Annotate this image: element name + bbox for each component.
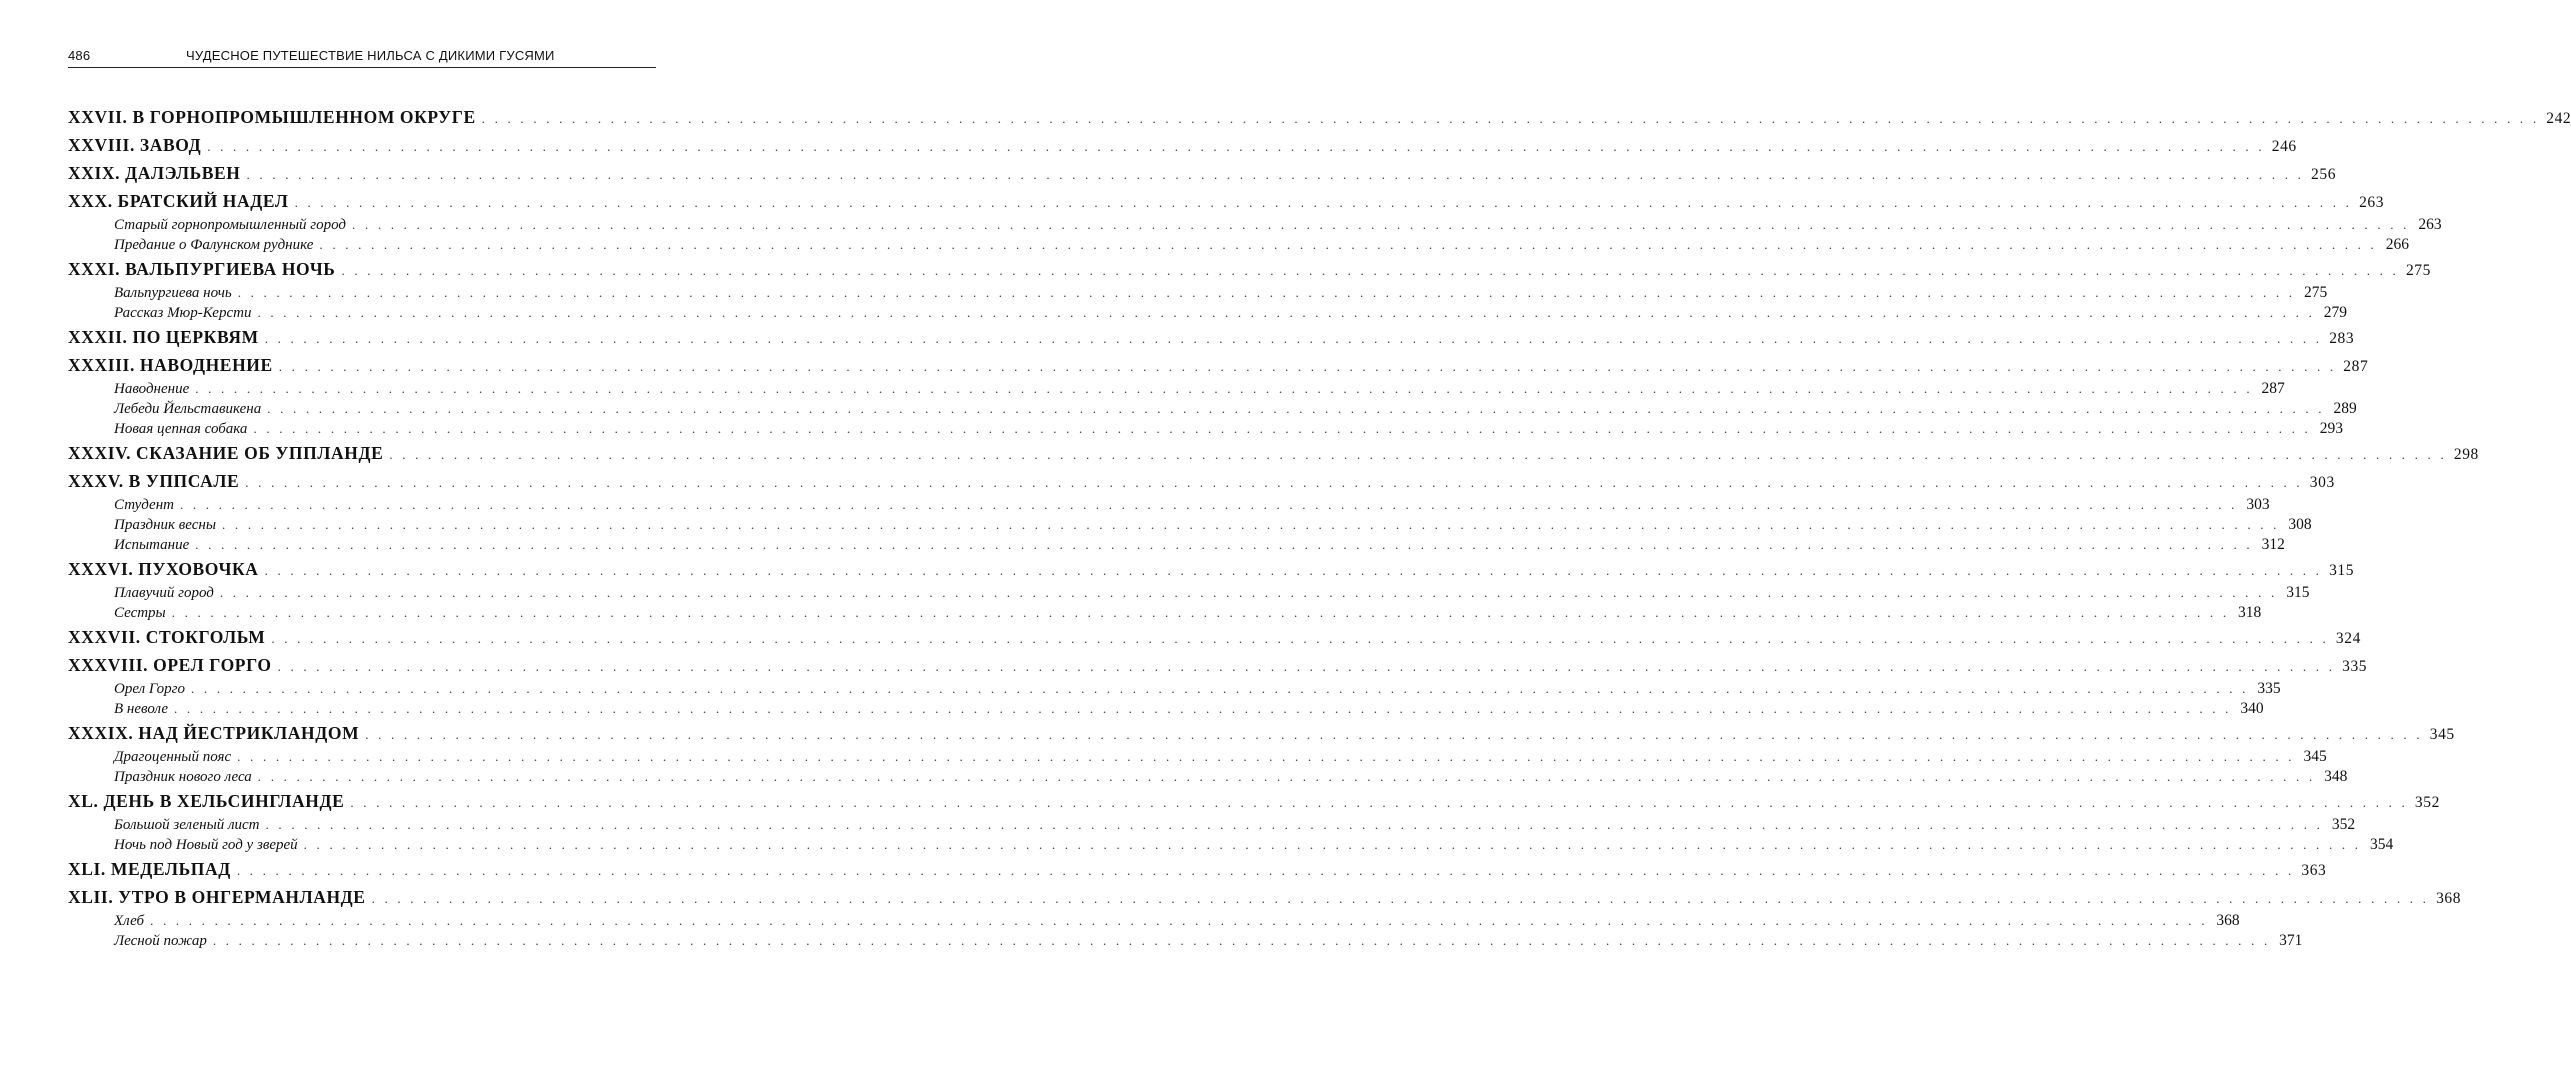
toc-section-entry bbox=[68, 584, 2310, 604]
dot-leader: . . . . . . . . . . . . . . . . . . . . . . . . . . . . . . . . . . . . . . . . . . . . . . . . . . . . . . . . . . . . . . . . . . . . . . . . . . . . . . . . . . . . . . . . . . . . . . . . . . . . . . . . . . . . . . . . . . . . . . . . . . . . . . . . . . . . . . . . . . . . . . . . . . . . . . . . . . . . . . . . bbox=[219, 585, 2278, 600]
toc-chapter-entry-page: 324 bbox=[2335, 630, 2361, 647]
toc-chapter bbox=[68, 443, 2479, 468]
toc-section-entry bbox=[68, 236, 2409, 256]
toc-section-entry bbox=[68, 816, 2356, 836]
toc-chapter-entry bbox=[68, 355, 2369, 380]
dot-leader: . . . . . . . . . . . . . . . . . . . . . . . . . . . . . . . . . . . . . . . . . . . . . . . . . . . . . . . . . . . . . . . . . . . . . . . . . . . . . . . . . . . . . . . . . . . . . . . . . . . . . . . . . . . . . . . . . . . . . . . . . . . . . . . . . . . . . . . . . . . . . . . . . . . . . . . . . . . . . . . . bbox=[481, 111, 2540, 126]
toc-chapter-entry-title: XXXVIII. ОРЕЛ ГОРГО bbox=[68, 655, 272, 675]
toc-section-entry-title: Драгоценный пояс bbox=[114, 749, 232, 765]
toc-section-entry bbox=[68, 912, 2240, 932]
toc-chapter-entry-title: XLI. МЕДЕЛЬПАД bbox=[68, 859, 231, 879]
toc-section-entry bbox=[68, 536, 2285, 556]
dot-leader: . . . . . . . . . . . . . . . . . . . . . . . . . . . . . . . . . . . . . . . . . . . . . . . . . . . . . . . . . . . . . . . . . . . . . . . . . . . . . . . . . . . . . . . . . . . . . . . . . . . . . . . . . . . . . . . . . . . . . . . . . . . . . . . . . . . . . . . . . . . . . . . . . . . . . . . . . . . . . . . . bbox=[350, 795, 2408, 810]
dot-leader: . . . . . . . . . . . . . . . . . . . . . . . . . . . . . . . . . . . . . . . . . . . . . . . . . . . . . . . . . . . . . . . . . . . . . . . . . . . . . . . . . . . . . . . . . . . . . . . . . . . . . . . . . . . . . . . . . . . . . . . . . . . . . . . . . . . . . . . . . . . . . . . . . . . . . . . . . . . . . . . . bbox=[237, 285, 2296, 300]
dot-leader: . . . . . . . . . . . . . . . . . . . . . . . . . . . . . . . . . . . . . . . . . . . . . . . . . . . . . . . . . . . . . . . . . . . . . . . . . . . . . . . . . . . . . . . . . . . . . . . . . . . . . . . . . . . . . . . . . . . . . . . . . . . . . . . . . . . . . . . . . . . . . . . . . . . . . . . . . . . . . . . . bbox=[237, 749, 2295, 764]
toc-chapter-entry-title: XXXVII. СТОКГОЛЬМ bbox=[68, 627, 266, 647]
toc-section-entry-page: 308 bbox=[2288, 516, 2312, 533]
page-number: 486 bbox=[68, 48, 91, 63]
toc-chapter bbox=[68, 259, 2432, 324]
toc-chapter-entry-title: XXXIII. НАВОДНЕНИЕ bbox=[68, 355, 273, 375]
dot-leader: . . . . . . . . . . . . . . . . . . . . . . . . . . . . . . . . . . . . . . . . . . . . . . . . . . . . . . . . . . . . . . . . . . . . . . . . . . . . . . . . . . . . . . . . . . . . . . . . . . . . . . . . . . . . . . . . . . . . . . . . . . . . . . . . . . . . . . . . . . . . . . . . . . . . . . . . . . . . . . . . bbox=[352, 217, 2410, 232]
toc-section-entry bbox=[68, 680, 2281, 700]
toc-chapter-entry-title: XXXIV. СКАЗАНИЕ ОБ УППЛАНДЕ bbox=[68, 443, 384, 463]
toc-section-entry bbox=[68, 516, 2312, 536]
toc-section-entry-title: Старый горнопромышленный город bbox=[114, 217, 347, 233]
toc-chapter-entry bbox=[68, 135, 2297, 160]
toc-section-entry bbox=[68, 496, 2270, 516]
toc-section-entry-page: 293 bbox=[2319, 420, 2343, 437]
toc-chapter-entry-page: 256 bbox=[2311, 166, 2337, 183]
dot-leader: . . . . . . . . . . . . . . . . . . . . . . . . . . . . . . . . . . . . . . . . . . . . . . . . . . . . . . . . . . . . . . . . . . . . . . . . . . . . . . . . . . . . . . . . . . . . . . . . . . . . . . . . . . . . . . . . . . . . . . . . . . . . . . . . . . . . . . . . . . . . . . . . . . . . . . . . . . . . . . . . bbox=[319, 237, 2377, 252]
toc-chapter bbox=[68, 627, 2361, 652]
dot-leader: . . . . . . . . . . . . . . . . . . . . . . . . . . . . . . . . . . . . . . . . . . . . . . . . . . . . . . . . . . . . . . . . . . . . . . . . . . . . . . . . . . . . . . . . . . . . . . . . . . . . . . . . . . . . . . . . . . . . . . . . . . . . . . . . . . . . . . . . . . . . . . . . . . . . . . . . . . . . . . . . bbox=[265, 817, 2324, 832]
toc-chapter-entry-page: 298 bbox=[2453, 446, 2479, 463]
dot-leader: . . . . . . . . . . . . . . . . . . . . . . . . . . . . . . . . . . . . . . . . . . . . . . . . . . . . . . . . . . . . . . . . . . . . . . . . . . . . . . . . . . . . . . . . . . . . . . . . . . . . . . . . . . . . . . . . . . . . . . . . . . . . . . . . . . . . . . . . . . . . . . . . . . . . . . . . . . . . . . . . bbox=[294, 195, 2353, 210]
toc-section-entry-title: Рассказ Мюр-Керсти bbox=[114, 305, 252, 321]
dot-leader: . . . . . . . . . . . . . . . . . . . . . . . . . . . . . . . . . . . . . . . . . . . . . . . . . . . . . . . . . . . . . . . . . . . . . . . . . . . . . . . . . . . . . . . . . . . . . . . . . . . . . . . . . . . . . . . . . . . . . . . . . . . . . . . . . . . . . . . . . . . . . . . . . . . . . . . . . . . . . . . . bbox=[371, 891, 2430, 906]
toc-chapter-entry-title: XXX. БРАТСКИЙ НАДЕЛ bbox=[68, 191, 289, 211]
toc-section-entry bbox=[68, 420, 2343, 440]
toc-chapter-entry-page: 335 bbox=[2342, 658, 2368, 675]
toc-section-entry-title: Лебеди Йельставикена bbox=[114, 401, 262, 417]
running-header bbox=[68, 43, 656, 68]
toc-chapter-entry bbox=[68, 327, 2355, 352]
dot-leader: . . . . . . . . . . . . . . . . . . . . . . . . . . . . . . . . . . . . . . . . . . . . . . . . . . . . . . . . . . . . . . . . . . . . . . . . . . . . . . . . . . . . . . . . . . . . . . . . . . . . . . . . . . . . . . . . . . . . . . . . . . . . . . . . . . . . . . . . . . . . . . . . . . . . . . . . . . . . . . . . bbox=[191, 681, 2249, 696]
dot-leader: . . . . . . . . . . . . . . . . . . . . . . . . . . . . . . . . . . . . . . . . . . . . . . . . . . . . . . . . . . . . . . . . . . . . . . . . . . . . . . . . . . . . . . . . . . . . . . . . . . . . . . . . . . . . . . . . . . . . . . . . . . . . . . . . . . . . . . . . . . . . . . . . . . . . . . . . . . . . . . . . bbox=[341, 263, 2400, 278]
toc-chapter-entry-title: XXXII. ПО ЦЕРКВЯМ bbox=[68, 327, 259, 347]
toc-section-entry-page: 318 bbox=[2238, 604, 2262, 621]
toc-chapter-entry-title: XXIX. ДАЛЭЛЬВЕН bbox=[68, 163, 241, 183]
toc-chapter-entry bbox=[68, 859, 2327, 884]
dot-leader: . . . . . . . . . . . . . . . . . . . . . . . . . . . . . . . . . . . . . . . . . . . . . . . . . . . . . . . . . . . . . . . . . . . . . . . . . . . . . . . . . . . . . . . . . . . . . . . . . . . . . . . . . . . . . . . . . . . . . . . . . . . . . . . . . . . . . . . . . . . . . . . . . . . . . . . . . . . . . . . . bbox=[277, 659, 2336, 674]
toc-section-entry-title: Сестры bbox=[114, 605, 166, 621]
toc-chapter bbox=[68, 655, 2368, 720]
toc-section-entry-title: Испытание bbox=[114, 537, 190, 553]
toc-section-entry-title: Новая цепная собака bbox=[114, 421, 248, 437]
toc-chapter-entry-page: 246 bbox=[2271, 138, 2297, 155]
table-of-contents bbox=[68, 107, 2571, 955]
toc-section-entry-title: Хлеб bbox=[114, 913, 145, 929]
toc-chapter-entry-page: 287 bbox=[2343, 358, 2369, 375]
toc-chapter bbox=[68, 723, 2455, 788]
toc-chapter-entry bbox=[68, 791, 2440, 816]
dot-leader: . . . . . . . . . . . . . . . . . . . . . . . . . . . . . . . . . . . . . . . . . . . . . . . . . . . . . . . . . . . . . . . . . . . . . . . . . . . . . . . . . . . . . . . . . . . . . . . . . . . . . . . . . . . . . . . . . . . . . . . . . . . . . . . . . . . . . . . . . . . . . . . . . . . . . . . . . . . . . . . . bbox=[264, 563, 2323, 578]
dot-leader: . . . . . . . . . . . . . . . . . . . . . . . . . . . . . . . . . . . . . . . . . . . . . . . . . . . . . . . . . . . . . . . . . . . . . . . . . . . . . . . . . . . . . . . . . . . . . . . . . . . . . . . . . . . . . . . . . . . . . . . . . . . . . . . . . . . . . . . . . . . . . . . . . . . . . . . . . . . . . . . . bbox=[222, 517, 2280, 532]
dot-leader: . . . . . . . . . . . . . . . . . . . . . . . . . . . . . . . . . . . . . . . . . . . . . . . . . . . . . . . . . . . . . . . . . . . . . . . . . . . . . . . . . . . . . . . . . . . . . . . . . . . . . . . . . . . . . . . . . . . . . . . . . . . . . . . . . . . . . . . . . . . . . . . . . . . . . . . . . . . . . . . . bbox=[171, 605, 2230, 620]
toc-section-entry-page: 368 bbox=[2216, 912, 2240, 929]
toc-chapter-entry bbox=[68, 559, 2355, 584]
toc-chapter bbox=[68, 887, 2462, 952]
toc-chapter-entry-page: 283 bbox=[2329, 330, 2355, 347]
toc-section-entry-page: 371 bbox=[2279, 932, 2303, 949]
toc-chapter-entry-title: XXVIII. ЗАВОД bbox=[68, 135, 202, 155]
toc-section-entry-title: Большой зеленый лист bbox=[114, 817, 260, 833]
toc-chapter-entry-title: XXVII. В ГОРНОПРОМЫШЛЕННОМ ОКРУГЕ bbox=[68, 107, 476, 127]
toc-chapter bbox=[68, 791, 2440, 856]
toc-chapter bbox=[68, 107, 2571, 132]
toc-chapter-entry-page: 315 bbox=[2329, 562, 2355, 579]
toc-section-entry-page: 275 bbox=[2304, 284, 2328, 301]
toc-section-entry-page: 312 bbox=[2261, 536, 2285, 553]
toc-chapter-entry bbox=[68, 627, 2361, 652]
toc-chapter-entry-page: 368 bbox=[2436, 890, 2462, 907]
toc-section-entry bbox=[68, 932, 2303, 952]
dot-leader: . . . . . . . . . . . . . . . . . . . . . . . . . . . . . . . . . . . . . . . . . . . . . . . . . . . . . . . . . . . . . . . . . . . . . . . . . . . . . . . . . . . . . . . . . . . . . . . . . . . . . . . . . . . . . . . . . . . . . . . . . . . . . . . . . . . . . . . . . . . . . . . . . . . . . . . . . . . . . . . . bbox=[303, 837, 2362, 852]
toc-chapter-entry bbox=[68, 887, 2462, 912]
toc-chapter-entry-title: XXXI. ВАЛЬПУРГИЕВА НОЧЬ bbox=[68, 259, 336, 279]
dot-leader: . . . . . . . . . . . . . . . . . . . . . . . . . . . . . . . . . . . . . . . . . . . . . . . . . . . . . . . . . . . . . . . . . . . . . . . . . . . . . . . . . . . . . . . . . . . . . . . . . . . . . . . . . . . . . . . . . . . . . . . . . . . . . . . . . . . . . . . . . . . . . . . . . . . . . . . . . . . . . . . . bbox=[278, 359, 2337, 374]
toc-chapter bbox=[68, 859, 2327, 884]
toc-chapter-entry-page: 303 bbox=[2309, 474, 2335, 491]
toc-chapter bbox=[68, 327, 2355, 352]
toc-section-entry-title: Орел Горго bbox=[114, 681, 186, 697]
dot-leader: . . . . . . . . . . . . . . . . . . . . . . . . . . . . . . . . . . . . . . . . . . . . . . . . . . . . . . . . . . . . . . . . . . . . . . . . . . . . . . . . . . . . . . . . . . . . . . . . . . . . . . . . . . . . . . . . . . . . . . . . . . . . . . . . . . . . . . . . . . . . . . . . . . . . . . . . . . . . . . . . bbox=[246, 167, 2305, 182]
toc-section-entry-title: Студент bbox=[114, 497, 174, 513]
toc-section-entry bbox=[68, 216, 2442, 236]
toc-chapter-entry-page: 363 bbox=[2301, 862, 2327, 879]
dot-leader: . . . . . . . . . . . . . . . . . . . . . . . . . . . . . . . . . . . . . . . . . . . . . . . . . . . . . . . . . . . . . . . . . . . . . . . . . . . . . . . . . . . . . . . . . . . . . . . . . . . . . . . . . . . . . . . . . . . . . . . . . . . . . . . . . . . . . . . . . . . . . . . . . . . . . . . . . . . . . . . . bbox=[267, 401, 2325, 416]
toc-section-entry-title: Ночь под Новый год у зверей bbox=[114, 837, 298, 853]
toc-section-entry-page: 352 bbox=[2331, 816, 2356, 833]
toc-chapter bbox=[68, 191, 2442, 256]
toc-section-entry-page: 263 bbox=[2418, 216, 2442, 233]
dot-leader: . . . . . . . . . . . . . . . . . . . . . . . . . . . . . . . . . . . . . . . . . . . . . . . . . . . . . . . . . . . . . . . . . . . . . . . . . . . . . . . . . . . . . . . . . . . . . . . . . . . . . . . . . . . . . . . . . . . . . . . . . . . . . . . . . . . . . . . . . . . . . . . . . . . . . . . . . . . . . . . . bbox=[236, 863, 2295, 878]
toc-chapter-entry bbox=[68, 163, 2337, 188]
dot-leader: . . . . . . . . . . . . . . . . . . . . . . . . . . . . . . . . . . . . . . . . . . . . . . . . . . . . . . . . . . . . . . . . . . . . . . . . . . . . . . . . . . . . . . . . . . . . . . . . . . . . . . . . . . . . . . . . . . . . . . . . . . . . . . . . . . . . . . . . . . . . . . . . . . . . . . . . . . . . . . . . bbox=[264, 331, 2323, 346]
toc-section-entry-title: Наводнение bbox=[114, 381, 190, 397]
toc-chapter-entry-page: 263 bbox=[2359, 194, 2385, 211]
toc-chapter-entry-page: 242 bbox=[2546, 110, 2571, 127]
toc-section-entry-page: 348 bbox=[2324, 768, 2348, 785]
toc-chapter-entry-title: XXXVI. ПУХОВОЧКА bbox=[68, 559, 259, 579]
toc-section-entry-title: Предание о Фалунском руднике bbox=[114, 237, 314, 253]
dot-leader: . . . . . . . . . . . . . . . . . . . . . . . . . . . . . . . . . . . . . . . . . . . . . . . . . . . . . . . . . . . . . . . . . . . . . . . . . . . . . . . . . . . . . . . . . . . . . . . . . . . . . . . . . . . . . . . . . . . . . . . . . . . . . . . . . . . . . . . . . . . . . . . . . . . . . . . . . . . . . . . . bbox=[257, 305, 2316, 320]
toc-section-entry bbox=[68, 768, 2348, 788]
toc-chapter-entry-page: 345 bbox=[2429, 726, 2455, 743]
toc-chapter bbox=[68, 471, 2335, 556]
toc-section-entry bbox=[68, 400, 2357, 420]
toc-section-entry-page: 289 bbox=[2333, 400, 2357, 417]
toc-section-entry-title: Праздник нового леса bbox=[114, 769, 252, 785]
toc-section-entry-title: Праздник весны bbox=[114, 517, 217, 533]
toc-chapter-entry bbox=[68, 723, 2455, 748]
toc-chapter-entry-title: XXXIX. НАД ЙЕСТРИКЛАНДОМ bbox=[68, 723, 360, 743]
toc-chapter-entry bbox=[68, 443, 2479, 468]
toc-section-entry-title: Плавучий город bbox=[114, 585, 214, 601]
toc-chapter-entry-title: XXXV. В УППСАЛЕ bbox=[68, 471, 240, 491]
dot-leader: . . . . . . . . . . . . . . . . . . . . . . . . . . . . . . . . . . . . . . . . . . . . . . . . . . . . . . . . . . . . . . . . . . . . . . . . . . . . . . . . . . . . . . . . . . . . . . . . . . . . . . . . . . . . . . . . . . . . . . . . . . . . . . . . . . . . . . . . . . . . . . . . . . . . . . . . . . . . . . . . bbox=[245, 475, 2303, 490]
toc-section-entry-page: 287 bbox=[2261, 380, 2285, 397]
toc-chapter bbox=[68, 559, 2355, 624]
toc-chapter-entry-page: 352 bbox=[2414, 794, 2440, 811]
toc-chapter-entry-title: XLII. УТРО В ОНГЕРМАНЛАНДЕ bbox=[68, 887, 366, 907]
toc-chapter-entry-page: 275 bbox=[2405, 262, 2432, 279]
dot-leader: . . . . . . . . . . . . . . . . . . . . . . . . . . . . . . . . . . . . . . . . . . . . . . . . . . . . . . . . . . . . . . . . . . . . . . . . . . . . . . . . . . . . . . . . . . . . . . . . . . . . . . . . . . . . . . . . . . . . . . . . . . . . . . . . . . . . . . . . . . . . . . . . . . . . . . . . . . . . . . . . bbox=[180, 497, 2238, 512]
toc-section-entry bbox=[68, 748, 2327, 768]
toc-section-entry bbox=[68, 304, 2348, 324]
toc-section-entry bbox=[68, 700, 2264, 720]
toc-chapter-entry bbox=[68, 471, 2335, 496]
toc-section-entry bbox=[68, 380, 2285, 400]
toc-section-entry-page: 303 bbox=[2246, 496, 2270, 513]
toc-section-entry-page: 340 bbox=[2240, 700, 2264, 717]
toc-section-entry bbox=[68, 604, 2262, 624]
toc-chapter-entry bbox=[68, 259, 2432, 284]
dot-leader: . . . . . . . . . . . . . . . . . . . . . . . . . . . . . . . . . . . . . . . . . . . . . . . . . . . . . . . . . . . . . . . . . . . . . . . . . . . . . . . . . . . . . . . . . . . . . . . . . . . . . . . . . . . . . . . . . . . . . . . . . . . . . . . . . . . . . . . . . . . . . . . . . . . . . . . . . . . . . . . . bbox=[195, 381, 2253, 396]
dot-leader: . . . . . . . . . . . . . . . . . . . . . . . . . . . . . . . . . . . . . . . . . . . . . . . . . . . . . . . . . . . . . . . . . . . . . . . . . . . . . . . . . . . . . . . . . . . . . . . . . . . . . . . . . . . . . . . . . . . . . . . . . . . . . . . . . . . . . . . . . . . . . . . . . . . . . . . . . . . . . . . . bbox=[212, 933, 2271, 948]
toc-section-entry-title: В неволе bbox=[114, 701, 169, 717]
dot-leader: . . . . . . . . . . . . . . . . . . . . . . . . . . . . . . . . . . . . . . . . . . . . . . . . . . . . . . . . . . . . . . . . . . . . . . . . . . . . . . . . . . . . . . . . . . . . . . . . . . . . . . . . . . . . . . . . . . . . . . . . . . . . . . . . . . . . . . . . . . . . . . . . . . . . . . . . . . . . . . . . bbox=[271, 631, 2329, 646]
toc-section-entry-page: 345 bbox=[2303, 748, 2327, 765]
toc-section-entry-page: 335 bbox=[2257, 680, 2281, 697]
toc-section-entry-page: 266 bbox=[2385, 236, 2409, 253]
toc-chapter bbox=[68, 135, 2297, 160]
dot-leader: . . . . . . . . . . . . . . . . . . . . . . . . . . . . . . . . . . . . . . . . . . . . . . . . . . . . . . . . . . . . . . . . . . . . . . . . . . . . . . . . . . . . . . . . . . . . . . . . . . . . . . . . . . . . . . . . . . . . . . . . . . . . . . . . . . . . . . . . . . . . . . . . . . . . . . . . . . . . . . . . bbox=[195, 537, 2253, 552]
running-title: ЧУДЕСНОЕ ПУТЕШЕСТВИЕ НИЛЬСА С ДИКИМИ ГУСЯМИ bbox=[186, 48, 555, 63]
dot-leader: . . . . . . . . . . . . . . . . . . . . . . . . . . . . . . . . . . . . . . . . . . . . . . . . . . . . . . . . . . . . . . . . . . . . . . . . . . . . . . . . . . . . . . . . . . . . . . . . . . . . . . . . . . . . . . . . . . . . . . . . . . . . . . . . . . . . . . . . . . . . . . . . . . . . . . . . . . . . . . . . bbox=[207, 139, 2265, 154]
dot-leader: . . . . . . . . . . . . . . . . . . . . . . . . . . . . . . . . . . . . . . . . . . . . . . . . . . . . . . . . . . . . . . . . . . . . . . . . . . . . . . . . . . . . . . . . . . . . . . . . . . . . . . . . . . . . . . . . . . . . . . . . . . . . . . . . . . . . . . . . . . . . . . . . . . . . . . . . . . . . . . . . bbox=[365, 727, 2423, 742]
dot-leader: . . . . . . . . . . . . . . . . . . . . . . . . . . . . . . . . . . . . . . . . . . . . . . . . . . . . . . . . . . . . . . . . . . . . . . . . . . . . . . . . . . . . . . . . . . . . . . . . . . . . . . . . . . . . . . . . . . . . . . . . . . . . . . . . . . . . . . . . . . . . . . . . . . . . . . . . . . . . . . . . bbox=[150, 913, 2208, 928]
dot-leader: . . . . . . . . . . . . . . . . . . . . . . . . . . . . . . . . . . . . . . . . . . . . . . . . . . . . . . . . . . . . . . . . . . . . . . . . . . . . . . . . . . . . . . . . . . . . . . . . . . . . . . . . . . . . . . . . . . . . . . . . . . . . . . . . . . . . . . . . . . . . . . . . . . . . . . . . . . . . . . . . bbox=[174, 701, 2232, 716]
toc-section-entry bbox=[68, 836, 2394, 856]
toc-section-entry-title: Лесной пожар bbox=[114, 933, 207, 949]
dot-leader: . . . . . . . . . . . . . . . . . . . . . . . . . . . . . . . . . . . . . . . . . . . . . . . . . . . . . . . . . . . . . . . . . . . . . . . . . . . . . . . . . . . . . . . . . . . . . . . . . . . . . . . . . . . . . . . . . . . . . . . . . . . . . . . . . . . . . . . . . . . . . . . . . . . . . . . . . . . . . . . . bbox=[389, 447, 2447, 462]
toc-section-entry bbox=[68, 284, 2328, 304]
dot-leader: . . . . . . . . . . . . . . . . . . . . . . . . . . . . . . . . . . . . . . . . . . . . . . . . . . . . . . . . . . . . . . . . . . . . . . . . . . . . . . . . . . . . . . . . . . . . . . . . . . . . . . . . . . . . . . . . . . . . . . . . . . . . . . . . . . . . . . . . . . . . . . . . . . . . . . . . . . . . . . . . bbox=[257, 769, 2316, 784]
toc-section-entry-page: 279 bbox=[2323, 304, 2348, 321]
toc-chapter-entry-title: XL. ДЕНЬ В ХЕЛЬСИНГЛАНДЕ bbox=[68, 791, 345, 811]
toc-chapter-entry bbox=[68, 107, 2571, 132]
toc-section-entry-page: 354 bbox=[2369, 836, 2394, 853]
toc-chapter-entry bbox=[68, 191, 2385, 216]
toc-chapter bbox=[68, 163, 2337, 188]
toc-chapter-entry bbox=[68, 655, 2368, 680]
toc-section-entry-title: Вальпургиева ночь bbox=[114, 285, 232, 301]
toc-section-entry-page: 315 bbox=[2286, 584, 2310, 601]
dot-leader: . . . . . . . . . . . . . . . . . . . . . . . . . . . . . . . . . . . . . . . . . . . . . . . . . . . . . . . . . . . . . . . . . . . . . . . . . . . . . . . . . . . . . . . . . . . . . . . . . . . . . . . . . . . . . . . . . . . . . . . . . . . . . . . . . . . . . . . . . . . . . . . . . . . . . . . . . . . . . . . . bbox=[253, 421, 2311, 436]
toc-chapter bbox=[68, 355, 2369, 440]
